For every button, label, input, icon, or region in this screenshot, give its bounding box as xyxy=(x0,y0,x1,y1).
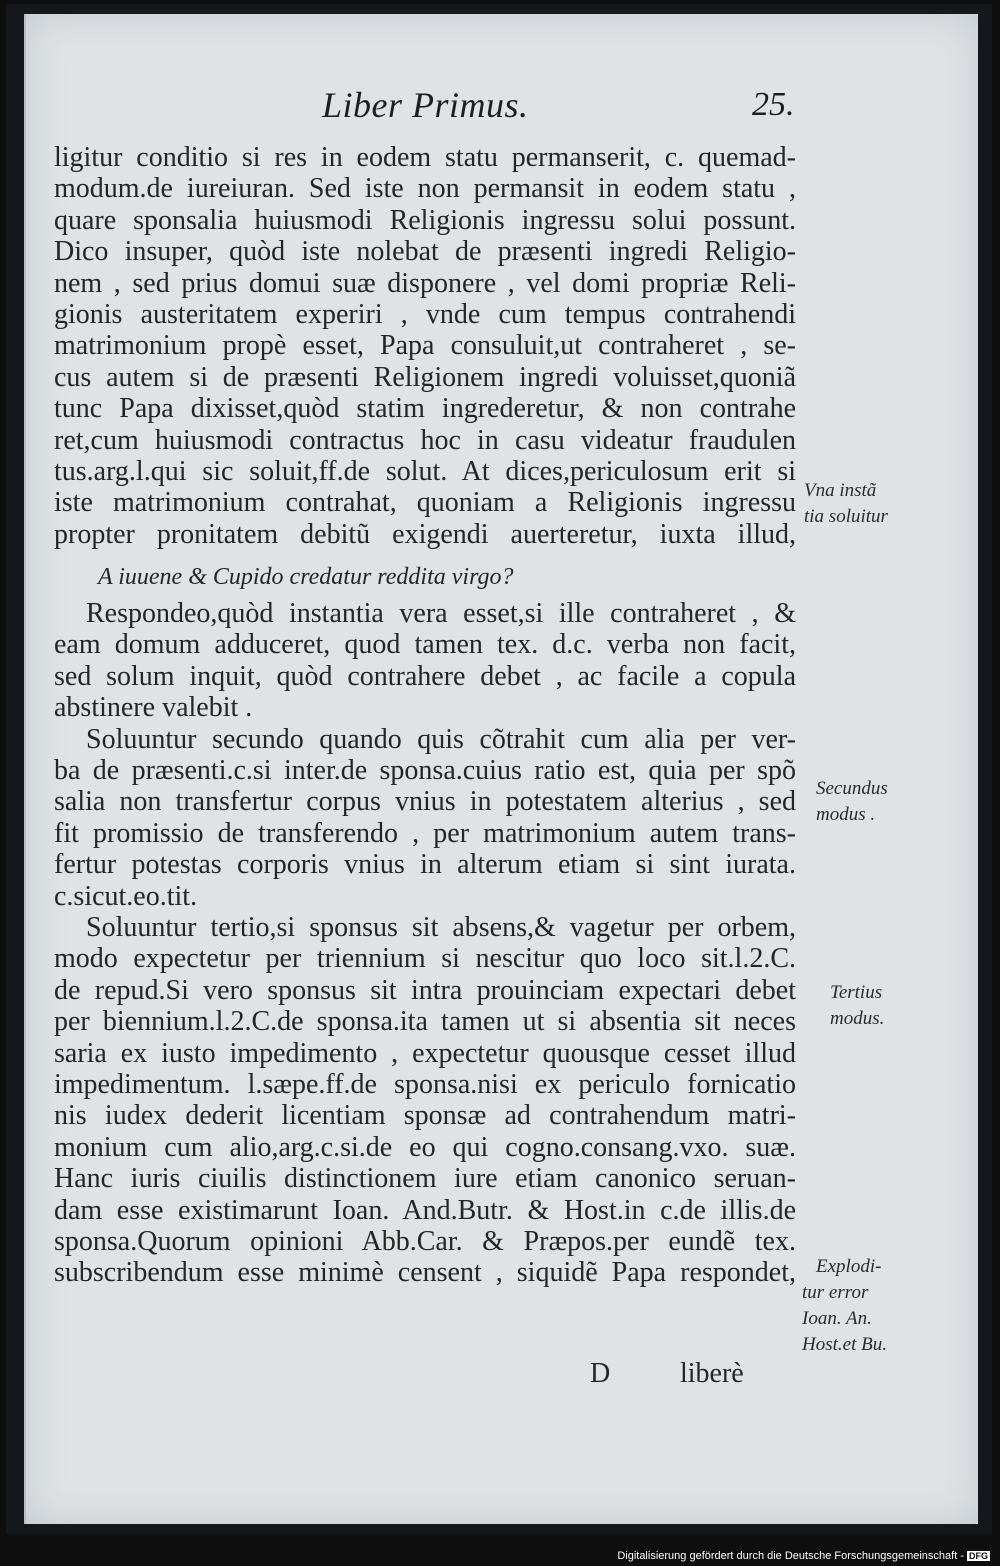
text-line: modo expectetur per triennium si nescitur quo loco sit.l.2.C. xyxy=(54,943,796,975)
text-line: salia non transfertur corpus vnius in potestatem alterius , sed xyxy=(54,786,796,818)
text-line: nem , sed prius domui suæ disponere , vel domi propriæ Reli- xyxy=(54,267,796,299)
margin-note-line: Ioan. An. xyxy=(802,1308,872,1329)
text-line: dam esse existimarunt Ioan. And.Butr. & Host.in c.de illis.de xyxy=(54,1194,796,1226)
main-text-block xyxy=(54,142,796,1289)
margin-note-secundus-modus xyxy=(816,776,888,828)
margin-note-line: modus . xyxy=(816,804,876,825)
text-line: ret,cum huiusmodi contractus hoc in casu videatur fraudulen xyxy=(54,424,796,456)
margin-note-line: Secundus xyxy=(816,778,888,799)
margin-note-tertius-modus xyxy=(830,980,884,1032)
text-line: iste matrimonium contrahat, quoniam a Religionis ingressu xyxy=(54,487,796,519)
margin-note-line: Explodi- xyxy=(816,1256,882,1277)
text-line: cus autem si de præsenti Religionem ingredi voluisset,quoniã xyxy=(54,361,796,393)
margin-note-exploditur-error xyxy=(802,1254,887,1358)
text-line: Hanc iuris ciuilis distinctionem iure etiam canonico seruan- xyxy=(54,1163,796,1195)
text-line: eam domum adduceret, quod tamen tex. d.c. verba non facit, xyxy=(54,629,796,661)
text-line: sponsa.Quorum opinioni Abb.Car. & Præpos.per eundẽ tex. xyxy=(54,1225,796,1257)
catchword: liberè xyxy=(680,1358,744,1389)
margin-note-line: tur error xyxy=(802,1282,869,1303)
margin-note-line: modus. xyxy=(830,1008,885,1029)
text-line: subscribendum esse minimè censent , siquidẽ Papa respondet, xyxy=(54,1257,796,1289)
text-line: nis iudex dederit licentiam sponsæ ad contrahendum matri- xyxy=(54,1100,796,1132)
text-line: de repud.Si vero sponsus sit intra prouinciam expectari debet xyxy=(54,974,796,1006)
text-line: Respondeo,quòd instantia vera esset,si ille contraheret , & xyxy=(86,598,796,630)
text-line: saria ex iusto impedimento , expectetur quousque cesset illud xyxy=(54,1037,796,1069)
text-line: propter pronitatem debitũ exigendi auerteretur, iuxta illud, xyxy=(54,518,796,550)
text-line: impedimentum. l.sæpe.ff.de sponsa.nisi ex periculo fornicatio xyxy=(54,1068,796,1100)
page-number: 25. xyxy=(752,86,795,123)
text-line: per biennium.l.2.C.de sponsa.ita tamen ut si absentia sit neces xyxy=(54,1006,796,1038)
running-head: Liber Primus. xyxy=(322,85,529,125)
credit-text: Digitalisierung gefördert durch die Deutsche Forschungsgemeinschaft - xyxy=(617,1550,964,1562)
verse-quotation: A iuuene & Cupido credatur reddita virgo? xyxy=(98,564,514,591)
margin-note-una-instantia xyxy=(804,478,888,530)
margin-note-line: tia soluitur xyxy=(804,506,888,527)
digitization-credit xyxy=(617,1550,990,1562)
text-line: Soluuntur secundo quando quis cõtrahit cum alia per ver- xyxy=(86,723,796,755)
text-line: monium cum alio,arg.c.si.de eo qui cogno.consang.vxo. suæ. xyxy=(54,1131,796,1163)
margin-note-line: Vna instã xyxy=(804,480,877,501)
text-line: matrimonium propè esset, Papa consuluit,ut contraheret , se- xyxy=(54,330,796,362)
text-line: Dico insuper, quòd iste nolebat de præsenti ingredi Religio- xyxy=(54,236,796,268)
text-line: sed solum inquit, quòd contrahere debet , ac facile a copula xyxy=(54,660,796,692)
text-line: tus.arg.l.qui sic soluit,ff.de solut. At dices,periculosum erit si xyxy=(54,455,796,487)
text-line: ba de præsenti.c.si inter.de sponsa.cuius ratio est, quia per spõ xyxy=(54,755,796,787)
text-line: ligitur conditio si res in eodem statu permanserit, c. quemad- xyxy=(54,142,796,173)
text-line: abstinere valebit . xyxy=(54,692,253,724)
signature-mark: D xyxy=(590,1358,611,1389)
text-line: tunc Papa dixisset,quòd statim ingrederetur, & non contrahe xyxy=(54,393,796,425)
margin-note-line: Host.et Bu. xyxy=(802,1334,887,1355)
text-line: fertur potestas corporis vnius in alterum etiam si sint iurata. xyxy=(54,849,796,881)
text-line: modum.de iureiuran. Sed iste non permansit in eodem statu , xyxy=(54,173,796,205)
text-line: fit promissio de transferendo , per matrimonium autem trans- xyxy=(54,817,796,849)
dfg-logo-icon: DFG xyxy=(969,1551,988,1562)
text-line: gionis austeritatem experiri , vnde cum tempus contrahendi xyxy=(54,298,796,330)
text-line: Soluuntur tertio,si sponsus sit absens,& vagetur per orbem, xyxy=(86,911,796,943)
text-line: quare sponsalia huiusmodi Religionis ingressu solui possunt. xyxy=(54,204,796,236)
text-line: c.sicut.eo.tit. xyxy=(54,880,198,912)
margin-note-line: Tertius xyxy=(830,982,883,1003)
